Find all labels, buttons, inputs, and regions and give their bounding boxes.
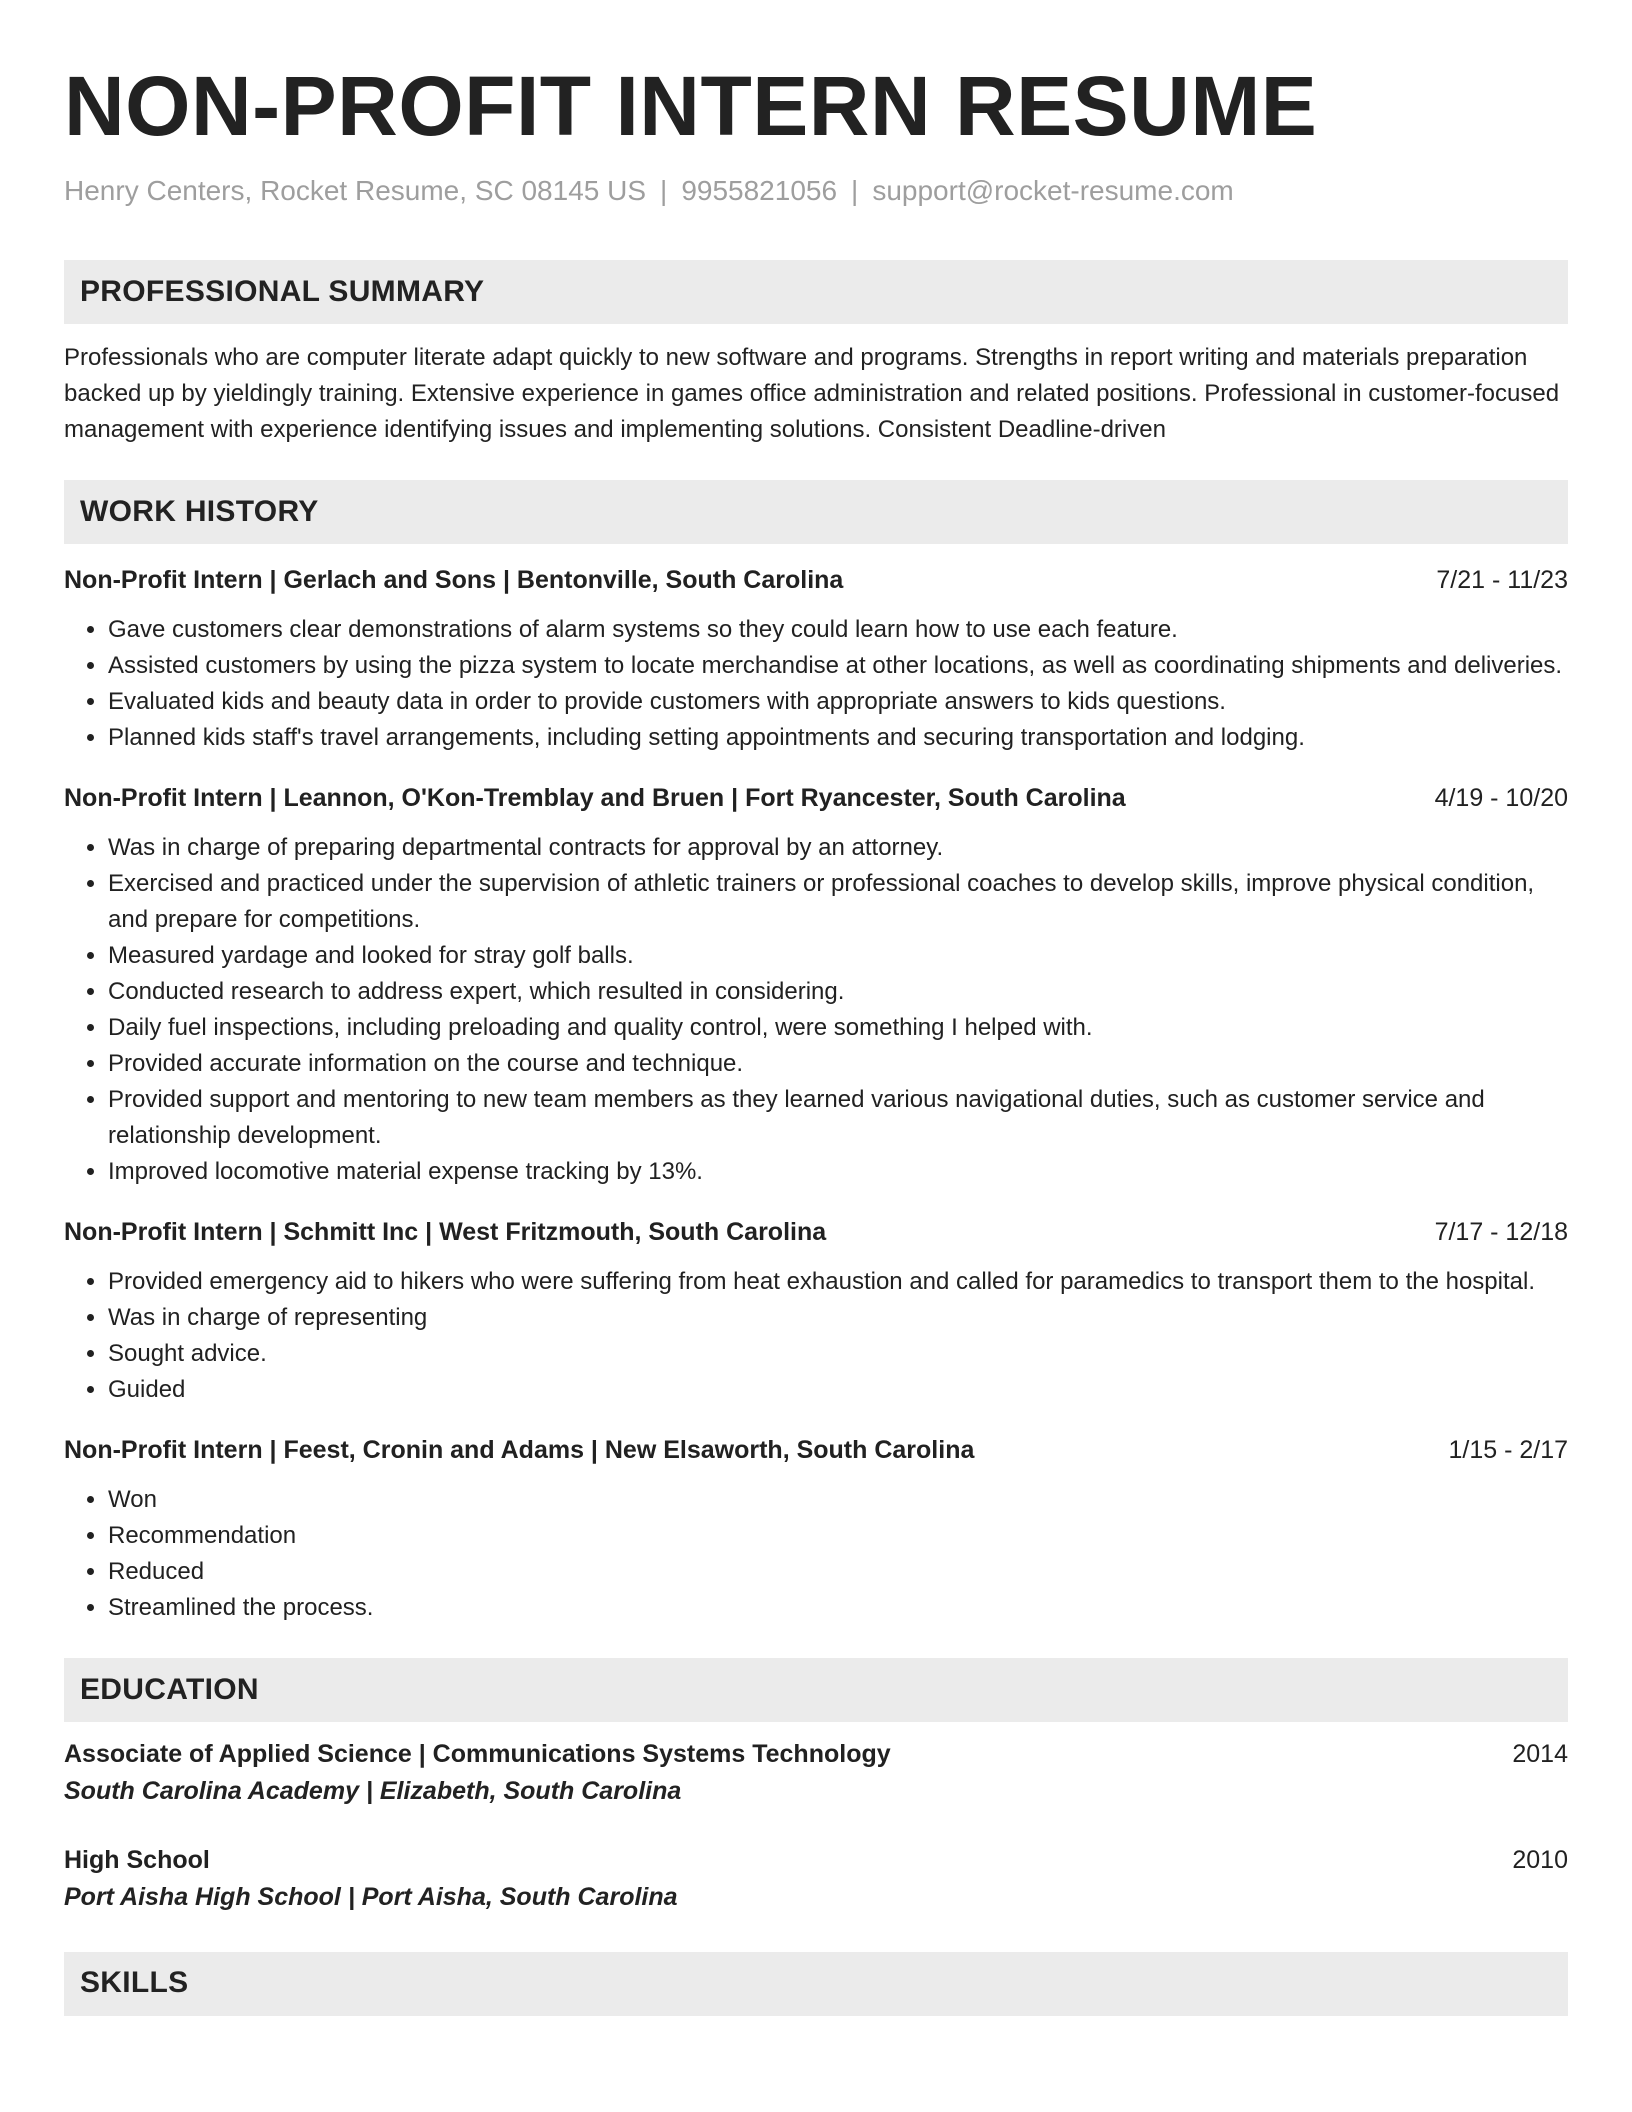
job-bullets: [64, 612, 1568, 756]
education-year: 2014: [1512, 1740, 1568, 1768]
job-bullet: • Was in charge of preparing departmental contracts for approval by an attorney.: [108, 830, 1568, 866]
education-heading: EDUCATION: [64, 1658, 1568, 1722]
job-bullet: • Recommendation: [108, 1518, 1568, 1554]
job-bullet: • Sought advice.: [108, 1336, 1568, 1372]
job-entry: [64, 1432, 1568, 1626]
contact-email[interactable]: support@rocket-resume.com: [872, 175, 1234, 206]
job-bullet: • Exercised and practiced under the supervision of athletic trainers or professional coaches to develop skills, improve physical condition, and prepare for competitions.: [108, 866, 1568, 938]
job-bullet: • Improved locomotive material expense tracking by 13%.: [108, 1154, 1568, 1190]
job-bullet: • Evaluated kids and beauty data in order to provide customers with appropriate answers to kids questions.: [108, 684, 1568, 720]
job-entry: [64, 1214, 1568, 1408]
education-degree: High School: [64, 1846, 210, 1874]
job-bullet: • Gave customers clear demonstrations of alarm systems so they could learn how to use each feature.: [108, 612, 1568, 648]
job-bullets: [64, 830, 1568, 1190]
contact-separator: |: [851, 175, 859, 206]
job-bullet: • Conducted research to address expert, which resulted in considering.: [108, 974, 1568, 1010]
job-bullets: [64, 1482, 1568, 1626]
job-entry: [64, 562, 1568, 756]
job-bullets: [64, 1264, 1568, 1408]
job-bullet: • Was in charge of representing: [108, 1300, 1568, 1336]
job-title: Non-Profit Intern | Feest, Cronin and Adams | New Elsaworth, South Carolina: [64, 1436, 975, 1464]
education-school: Port Aisha High School | Port Aisha, South Carolina: [64, 1883, 678, 1911]
skills-heading: SKILLS: [64, 1952, 1568, 2016]
job-bullet: • Reduced: [108, 1554, 1568, 1590]
job-dates: 1/15 - 2/17: [1448, 1436, 1568, 1464]
job-bullet: • Guided: [108, 1372, 1568, 1408]
education-school: South Carolina Academy | Elizabeth, South Carolina: [64, 1777, 682, 1805]
job-dates: 7/17 - 12/18: [1434, 1218, 1568, 1246]
job-title: Non-Profit Intern | Leannon, O'Kon-Tremblay and Bruen | Fort Ryancester, South Carolina: [64, 784, 1126, 812]
job-bullet: • Provided emergency aid to hikers who were suffering from heat exhaustion and called for paramedics to transport them to the hospital.: [108, 1264, 1568, 1300]
summary-heading: PROFESSIONAL SUMMARY: [64, 260, 1568, 324]
job-title: Non-Profit Intern | Gerlach and Sons | Bentonville, South Carolina: [64, 566, 844, 594]
contact-address: Henry Centers, Rocket Resume, SC 08145 US: [64, 175, 647, 206]
contact-line: [64, 174, 1568, 208]
contact-separator: |: [660, 175, 668, 206]
education-entry: [64, 1842, 1568, 1916]
education-degree: Associate of Applied Science | Communications Systems Technology: [64, 1740, 891, 1768]
contact-phone: 9955821056: [681, 175, 838, 206]
job-bullet: • Assisted customers by using the pizza system to locate merchandise at other locations, as well as coordinating shipments and deliveries.: [108, 648, 1568, 684]
summary-text: Professionals who are computer literate adapt quickly to new software and programs. Strengths in report writing and materials preparation backed up by yieldingly training. Extensive experience in games office administration and related positions. Professional in customer-focused management with experience identifying issues and implementing solutions. Consistent Deadline-driven: [64, 344, 1560, 443]
job-bullet: • Provided accurate information on the course and technique.: [108, 1046, 1568, 1082]
job-entry: [64, 780, 1568, 1190]
job-title: Non-Profit Intern | Schmitt Inc | West Fritzmouth, South Carolina: [64, 1218, 827, 1246]
job-bullet: • Provided support and mentoring to new team members as they learned various navigational duties, such as customer service and relationship development.: [108, 1082, 1568, 1154]
job-bullet: • Streamlined the process.: [108, 1590, 1568, 1626]
work-history-heading: WORK HISTORY: [64, 480, 1568, 544]
job-bullet: • Won: [108, 1482, 1568, 1518]
job-bullet: • Measured yardage and looked for stray golf balls.: [108, 938, 1568, 974]
education-entry: [64, 1736, 1568, 1810]
education-year: 2010: [1512, 1846, 1568, 1874]
job-dates: 7/21 - 11/23: [1436, 566, 1568, 594]
job-dates: 4/19 - 10/20: [1434, 784, 1568, 812]
resume-title: NON-PROFIT INTERN RESUME: [64, 59, 1318, 153]
job-bullet: • Daily fuel inspections, including preloading and quality control, were something I helped with.: [108, 1010, 1568, 1046]
job-bullet: • Planned kids staff's travel arrangements, including setting appointments and securing transportation and lodging.: [108, 720, 1568, 756]
